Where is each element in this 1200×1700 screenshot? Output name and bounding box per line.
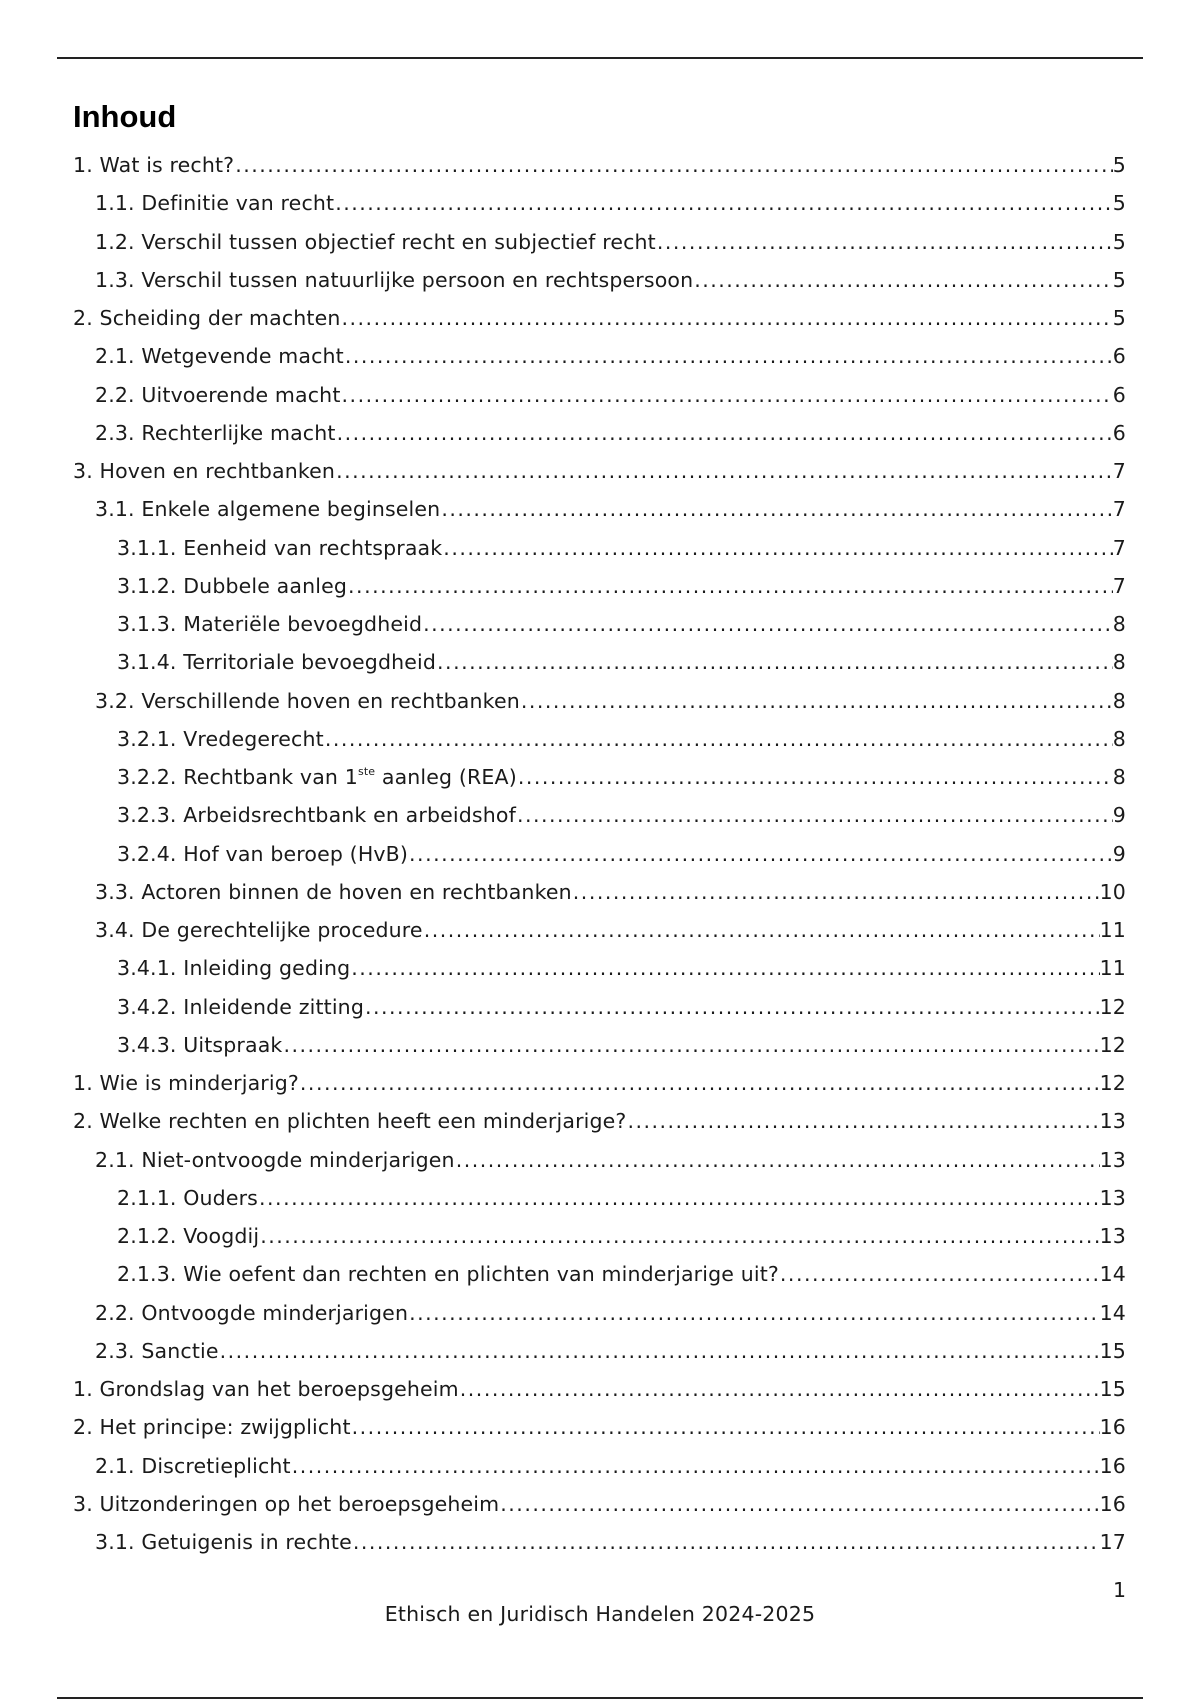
toc-dot-leader [626, 1102, 1099, 1140]
toc-entry-label: 3.1. Getuigenis in rechte [95, 1530, 352, 1554]
toc-entry[interactable] [73, 1217, 1126, 1255]
toc-entry-title [95, 337, 344, 375]
toc-entry-label: 3.2.3. Arbeidsrechtbank en arbeidshof [117, 803, 516, 828]
toc-entry[interactable] [73, 643, 1126, 681]
toc-entry-label: 2. Het principe: zwijgplicht [73, 1415, 351, 1440]
toc-entry-label: 3.2.2. Rechtbank van 1 [117, 765, 358, 789]
footer-text: Ethisch en Juridisch Handelen 2024-2025 [384, 1602, 816, 1626]
toc-entry-label: 2.1.1. Ouders [117, 1185, 259, 1210]
toc-entry[interactable] [73, 1294, 1126, 1332]
toc-entry[interactable] [73, 376, 1126, 414]
toc-dot-leader [258, 1179, 1100, 1217]
toc-entry-title [117, 988, 364, 1026]
toc-entry-title [95, 223, 656, 261]
toc-entry[interactable] [73, 414, 1126, 452]
toc-page-number: 14 [1099, 1262, 1126, 1287]
toc-entry-title [95, 184, 334, 222]
toc-dot-leader [291, 1447, 1100, 1485]
toc-dot-leader [516, 796, 1113, 834]
toc-dot-leader [334, 184, 1113, 222]
toc-entry-title [117, 796, 516, 834]
toc-entry-label: 3.2.1. Vredegerecht [117, 726, 324, 751]
toc-entry[interactable] [73, 1141, 1126, 1179]
toc-dot-leader [693, 261, 1113, 299]
toc-entry-title [73, 452, 335, 490]
toc-page-number: 7 [1112, 459, 1126, 483]
toc-entry-title [95, 376, 341, 414]
toc-entry-label: 3.1.1. Eenheid van rechtspraak [117, 535, 443, 560]
toc-entry-label: 3.1. Enkele algemene beginselen [95, 497, 441, 522]
toc-page-number: 13 [1099, 1147, 1126, 1172]
toc-entry-label: 3. Hoven en rechtbanken [73, 459, 336, 483]
toc-entry-title [117, 529, 442, 567]
toc-entry-title [73, 1485, 499, 1523]
toc-page-number: 12 [1099, 994, 1126, 1019]
toc-page-number: 6 [1112, 420, 1126, 445]
toc-entry[interactable] [73, 299, 1126, 337]
toc-page-number: 13 [1099, 1109, 1126, 1134]
toc-entry-label: 3.3. Actoren binnen de hoven en rechtbanken [95, 879, 572, 904]
toc-entry[interactable] [73, 529, 1126, 567]
toc-entry-title [95, 1523, 352, 1561]
toc-entry[interactable] [73, 1026, 1126, 1064]
toc-page-number: 15 [1099, 1377, 1126, 1401]
toc-page-number: 15 [1099, 1338, 1126, 1363]
toc-dot-leader [324, 720, 1113, 758]
toc-entry-label: 3.2.4. Hof van beroep (HvB) [117, 841, 409, 866]
toc-entry[interactable] [73, 605, 1126, 643]
toc-entry-label: 1.2. Verschil tussen objectief recht en subjectief recht [95, 229, 656, 254]
toc-dot-leader [436, 643, 1113, 681]
toc-entry-title [95, 1332, 219, 1370]
toc-entry-label: 3. Uitzonderingen op het beroepsgeheim [73, 1491, 500, 1516]
toc-entry-label: 2.1. Wetgevende macht [95, 344, 344, 369]
toc-entry-label: 2.3. Rechterlijke macht [95, 420, 336, 445]
toc-dot-leader [440, 490, 1112, 528]
toc-page-number: 9 [1112, 841, 1126, 866]
toc-dot-leader [344, 337, 1113, 375]
toc-entry[interactable] [73, 796, 1126, 834]
toc-entry[interactable] [73, 720, 1126, 758]
toc-page-number: 5 [1112, 306, 1126, 330]
toc-entry-title [95, 490, 440, 528]
toc-page-number: 6 [1112, 344, 1126, 369]
toc-entry-label: 3.4.2. Inleidende zitting [117, 994, 364, 1019]
toc-entry-label: 2.2. Uitvoerende macht [95, 382, 341, 407]
toc-entry-title [117, 835, 408, 873]
toc-entry[interactable] [73, 1523, 1126, 1561]
toc-dot-leader [408, 835, 1113, 873]
toc-entry-label: 2.3. Sanctie [95, 1338, 219, 1363]
toc-dot-leader [364, 988, 1100, 1026]
toc-dot-leader [408, 1294, 1100, 1332]
page-number: 1 [1112, 1578, 1126, 1602]
toc-entry[interactable] [73, 1332, 1126, 1370]
toc-entry-label: 2.1. Niet-ontvoogde minderjarigen [95, 1147, 455, 1172]
toc-entry-title [95, 682, 520, 720]
toc-entry-label: 3.4. De gerechtelijke procedure [95, 918, 423, 942]
toc-page-number: 16 [1099, 1491, 1126, 1516]
toc-dot-leader [234, 146, 1113, 184]
header-rule [57, 57, 1143, 59]
toc-entry[interactable] [73, 1408, 1126, 1446]
toc-entry-label: 2.1. Discretieplicht [95, 1453, 291, 1478]
toc-entry-title [117, 720, 324, 758]
toc-entry-label: 1.1. Definitie van recht [95, 191, 335, 216]
toc-entry-title [73, 1102, 626, 1140]
toc-entry-title [117, 1217, 259, 1255]
toc-entry-title [95, 261, 693, 299]
toc-page-number: 8 [1112, 726, 1126, 751]
toc-entry-superscript: ste [357, 765, 376, 778]
toc-entry-title [117, 1026, 282, 1064]
toc-entry-label: 3.1.2. Dubbele aanleg [117, 573, 348, 598]
toc-entry-label: 3.1.3. Materiële bevoegdheid [117, 612, 423, 636]
toc-entry[interactable] [73, 1447, 1126, 1485]
toc-entry[interactable] [73, 223, 1126, 261]
toc-entry[interactable] [73, 682, 1126, 720]
toc-dot-leader [352, 1523, 1100, 1561]
toc-entry[interactable] [73, 835, 1126, 873]
toc-entry[interactable] [73, 261, 1126, 299]
toc-dot-leader [341, 299, 1113, 337]
toc-entry[interactable] [73, 1485, 1126, 1523]
toc-dot-leader [499, 1485, 1099, 1523]
toc-page-number: 10 [1099, 879, 1126, 904]
toc-page-number: 8 [1112, 688, 1126, 713]
toc-page-number: 8 [1112, 612, 1126, 636]
toc-entry-label: 3.2. Verschillende hoven en rechtbanken [95, 688, 520, 713]
toc-entry[interactable] [73, 873, 1126, 911]
footer-rule [57, 1697, 1143, 1699]
toc-entry-label: 1.3. Verschil tussen natuurlijke persoon en rechtspersoon [95, 267, 694, 292]
toc-page-number: 7 [1112, 573, 1126, 598]
toc-page-number: 5 [1112, 267, 1126, 292]
toc-dot-leader [779, 1255, 1100, 1293]
toc-dot-leader [347, 567, 1113, 605]
toc-dot-leader [517, 758, 1113, 796]
toc-entry-label-continued: aanleg (REA) [375, 765, 517, 789]
toc-dot-leader [520, 682, 1113, 720]
toc-page-number: 5 [1112, 153, 1126, 177]
toc-dot-leader [341, 376, 1113, 414]
toc-page-number: 12 [1099, 1032, 1126, 1057]
toc-entry[interactable] [73, 184, 1126, 222]
toc-entry-title [117, 758, 517, 796]
toc-entry[interactable] [73, 1370, 1126, 1408]
toc-dot-leader [442, 529, 1113, 567]
toc-entry[interactable] [73, 146, 1126, 184]
toc-dot-leader [299, 1064, 1100, 1102]
toc-entry-title [95, 1294, 408, 1332]
toc-entry-title [95, 911, 423, 949]
toc-page-number: 11 [1099, 918, 1126, 942]
toc-page-number: 16 [1099, 1415, 1126, 1440]
toc-entry-label: 1. Grondslag van het beroepsgeheim [73, 1377, 459, 1401]
toc-entry-title [117, 949, 350, 987]
toc-entry-title [73, 146, 234, 184]
toc-dot-leader [219, 1332, 1100, 1370]
toc-entry-label: 3.1.4. Territoriale bevoegdheid [117, 650, 437, 675]
toc-entry-title [73, 299, 341, 337]
toc-entry[interactable] [73, 490, 1126, 528]
toc-entry[interactable] [73, 1255, 1126, 1293]
toc-page-number: 13 [1099, 1224, 1126, 1248]
toc-dot-leader [282, 1026, 1099, 1064]
toc-dot-leader [350, 949, 1099, 987]
toc-entry-label: 2.1.3. Wie oefent dan rechten en plichten van minderjarige uit? [117, 1262, 779, 1287]
toc-dot-leader [259, 1217, 1099, 1255]
toc-entry-label: 1. Wie is minderjarig? [73, 1071, 299, 1095]
toc-dot-leader [335, 452, 1113, 490]
toc-entry-title [95, 1447, 291, 1485]
toc-page-number: 6 [1112, 382, 1126, 407]
toc-entry-label: 3.4.3. Uitspraak [117, 1032, 283, 1057]
toc-entry-label: 3.4.1. Inleiding geding [117, 956, 351, 981]
toc-page-number: 8 [1112, 650, 1126, 675]
toc-page-number: 5 [1112, 191, 1126, 216]
toc-page-number: 9 [1112, 803, 1126, 828]
toc-entry-label: 2. Scheiding der machten [73, 306, 341, 330]
toc-entry[interactable] [73, 1102, 1126, 1140]
toc-entry-label: 2.2. Ontvoogde minderjarigen [95, 1300, 409, 1325]
toc-entry[interactable] [73, 911, 1126, 949]
toc-entry[interactable] [73, 758, 1126, 796]
toc-page-number: 14 [1099, 1300, 1126, 1325]
toc-entry-title [117, 605, 422, 643]
toc-page-number: 16 [1099, 1453, 1126, 1478]
toc-page-number: 5 [1112, 229, 1126, 254]
toc-entry-label: 2. Welke rechten en plichten heeft een minderjarige? [73, 1109, 627, 1134]
toc-entry-title [117, 643, 436, 681]
toc-entry-title [117, 567, 347, 605]
toc-dot-leader [455, 1141, 1100, 1179]
toc-dot-leader [351, 1408, 1100, 1446]
toc-entry-label: 1. Wat is recht? [73, 153, 235, 177]
toc-entry-title [117, 1179, 258, 1217]
toc-entry-title [117, 1255, 779, 1293]
toc-heading: Inhoud [73, 99, 177, 134]
toc-dot-leader [572, 873, 1100, 911]
toc-entry[interactable] [73, 949, 1126, 987]
toc-dot-leader [422, 605, 1113, 643]
toc-entry-title [95, 873, 572, 911]
toc-page-number: 11 [1099, 956, 1126, 981]
toc-entry[interactable] [73, 452, 1126, 490]
toc-page-number: 7 [1112, 535, 1126, 560]
toc-entry[interactable] [73, 988, 1126, 1026]
toc-page-number: 17 [1099, 1530, 1126, 1554]
toc-page-number: 7 [1112, 497, 1126, 522]
toc-dot-leader [459, 1370, 1100, 1408]
toc-entry-title [73, 1064, 299, 1102]
toc-entry[interactable] [73, 337, 1126, 375]
toc-entry-title [73, 1370, 459, 1408]
toc-entry-title [95, 1141, 455, 1179]
toc-dot-leader [656, 223, 1113, 261]
toc-page-number: 8 [1112, 765, 1126, 789]
toc-page-number: 12 [1099, 1071, 1126, 1095]
toc-dot-leader [336, 414, 1113, 452]
toc-page-number: 13 [1099, 1185, 1126, 1210]
table-of-contents [73, 146, 1126, 1561]
toc-entry[interactable] [73, 567, 1126, 605]
toc-entry[interactable] [73, 1179, 1126, 1217]
toc-entry-label: 2.1.2. Voogdij [117, 1224, 260, 1248]
toc-entry-title [73, 1408, 351, 1446]
toc-entry-title [95, 414, 336, 452]
toc-dot-leader [423, 911, 1100, 949]
toc-entry[interactable] [73, 1064, 1126, 1102]
